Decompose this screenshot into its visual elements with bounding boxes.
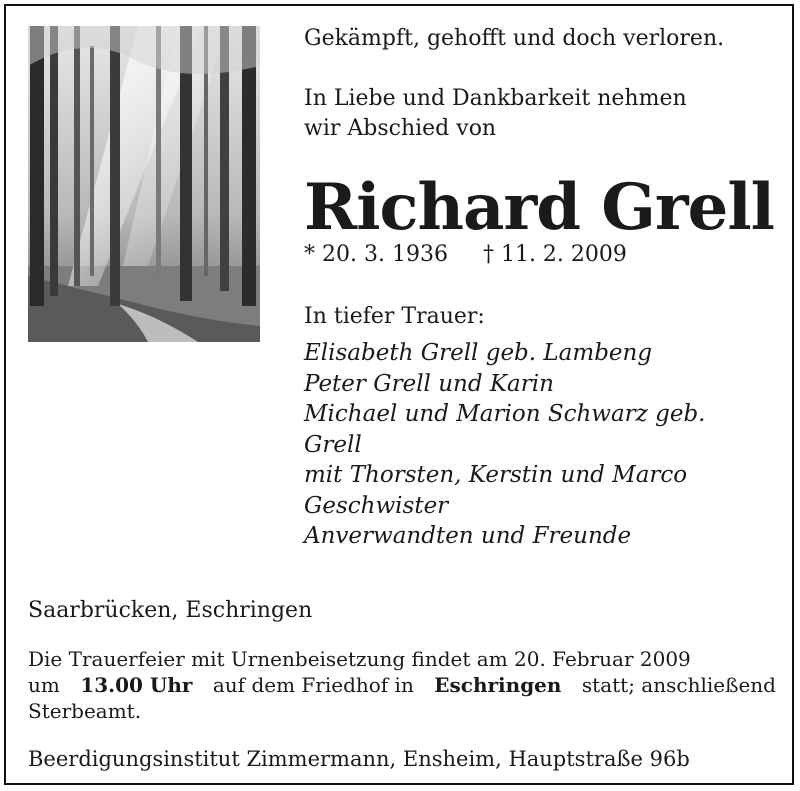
life-dates <box>304 240 627 270</box>
intro-line-1: Gekämpft, gehofft und doch verloren. <box>304 26 725 51</box>
ceremony-text-3: statt; anschließend <box>581 673 776 697</box>
ceremony-text-2: auf dem Friedhof in <box>212 673 414 697</box>
intro-block <box>304 24 784 144</box>
intro-line-3: wir Abschied von <box>304 116 497 141</box>
death-date: † 11. 2. 2009 <box>482 242 627 267</box>
mourners-list <box>304 338 705 552</box>
ceremony-row-3: Sterbeamt. <box>28 699 142 723</box>
ceremony-time: 13.00 Uhr <box>80 673 193 697</box>
ceremony-place: Eschringen <box>434 673 562 697</box>
mourner-line: Geschwister <box>304 492 449 519</box>
ceremony-text <box>28 646 776 724</box>
birth-date: * 20. 3. 1936 <box>304 242 448 267</box>
ceremony-row-2 <box>28 672 776 698</box>
mourner-line: Grell <box>304 431 362 458</box>
mourner-line: Anverwandten und Freunde <box>304 523 632 549</box>
mourner-line: Elisabeth Grell geb. Lambeng <box>304 340 653 366</box>
place-line: Saarbrücken, Eschringen <box>28 598 313 623</box>
mourner-line: Peter Grell und Karin <box>304 370 554 397</box>
undertaker-line: Beerdigungsinstitut Zimmermann, Ensheim, Hauptstraße 96b <box>28 747 690 771</box>
mourning-label: In tiefer Trauer: <box>304 304 485 329</box>
intro-line-2: In Liebe und Dankbarkeit nehmen <box>304 86 687 111</box>
ceremony-text-1: Die Trauerfeier mit Urnenbeisetzung findet am 20. Februar 2009 <box>28 647 691 671</box>
deceased-name: Richard Grell <box>304 170 774 245</box>
forest-photo <box>28 26 260 342</box>
mourner-line: Michael und Marion Schwarz geb. <box>304 401 706 427</box>
mourner-line: mit Thorsten, Kerstin und Marco <box>304 462 688 488</box>
obituary-frame <box>4 4 794 785</box>
ceremony-um: um <box>28 673 60 697</box>
ceremony-row-1 <box>28 646 776 672</box>
